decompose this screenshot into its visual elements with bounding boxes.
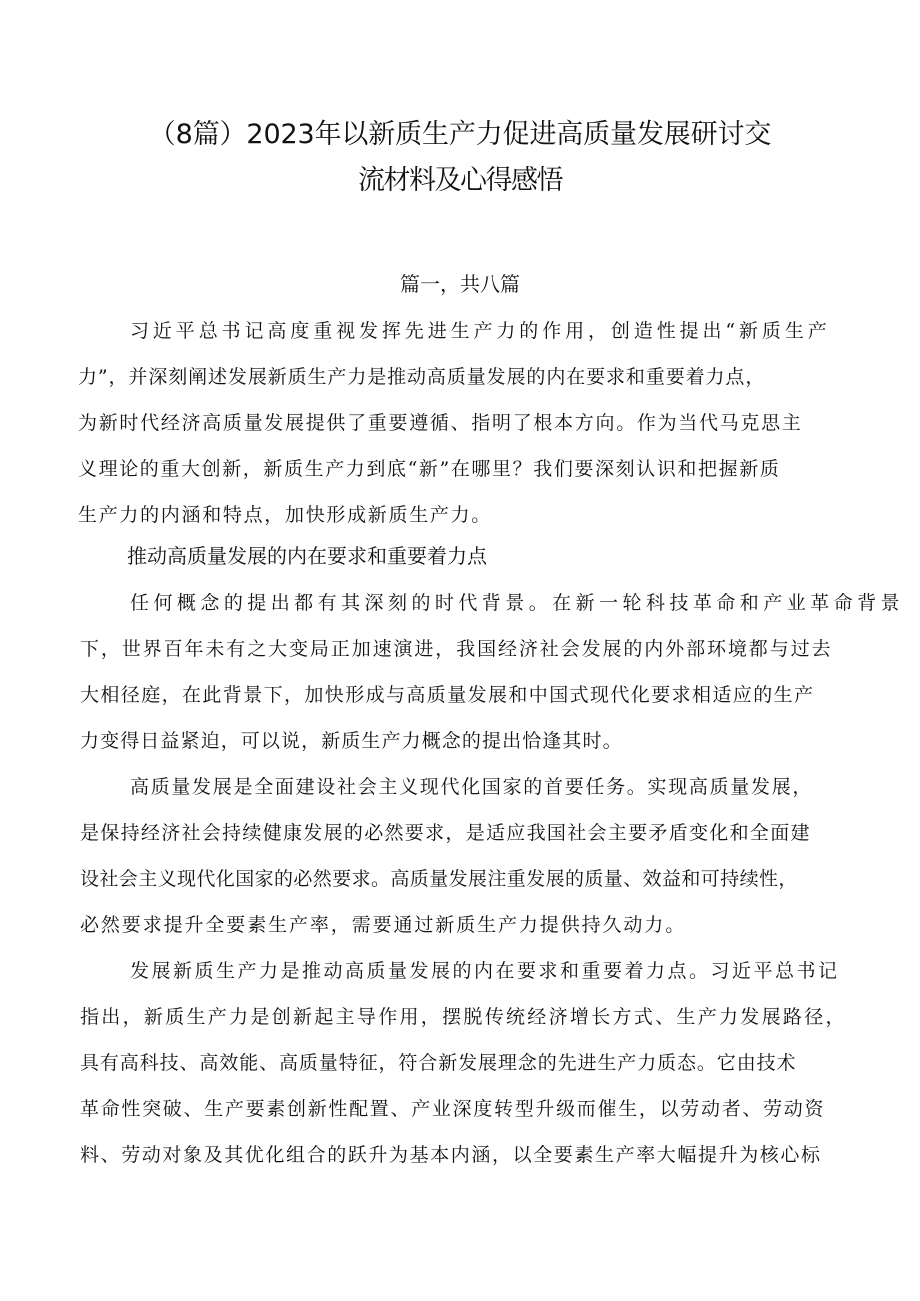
text-line: 是保持经济社会持续健康发展的必然要求，是适应我国社会主要矛盾变化和全面建 — [80, 822, 811, 844]
text-line: 料、劳动对象及其优化组合的跃升为基本内涵，以全要素生产率大幅提升为核心标 — [80, 1144, 822, 1166]
text-line: 高质量发展是全面建设社会主义现代化国家的首要任务。实现高质量发展， — [130, 776, 814, 798]
title-line-2: 流材料及心得感悟 — [358, 165, 562, 196]
title-line-1: （8篇）2023年以新质生产力促进高质量发展研讨交 — [148, 119, 772, 150]
text-line: 义理论的重大创新，新质生产力到底“新”在哪里？我们要深刻认识和把握新质 — [78, 458, 781, 480]
text-line: 习近平总书记高度重视发挥先进生产力的作用，创造性提出“新质生产 — [130, 320, 831, 342]
text-line: 发展新质生产力是推动高质量发展的内在要求和重要着力点。习近平总书记 — [130, 960, 840, 982]
text-line: 指出，新质生产力是创新起主导作用，摆脱传统经济增长方式、生产力发展路径， — [80, 1006, 847, 1028]
text-line: 任何概念的提出都有其深刻的时代背景。在新一轮科技革命和产业革命背景 — [130, 592, 904, 614]
text-line: 下，世界百年未有之大变局正加速演进，我国经济社会发展的内外部环境都与过去 — [80, 638, 833, 660]
text-line: 力”，并深刻阐述发展新质生产力是推动高质量发展的内在要求和重要着力点， — [78, 366, 766, 388]
document-title — [0, 112, 920, 204]
text-line: 设社会主义现代化国家的必然要求。高质量发展注重发展的质量、效益和可持续性， — [80, 868, 798, 890]
section-heading: 篇一，共八篇 — [400, 272, 520, 296]
text-line: 生产力的内涵和特点，加快形成新质生产力。 — [78, 504, 493, 526]
text-line: 大相径庭，在此背景下，加快形成与高质量发展和中国式现代化要求相适应的生产 — [80, 684, 815, 706]
text-line: 具有高科技、高效能、高质量特征，符合新发展理念的先进生产力质态。它由技术 — [80, 1052, 797, 1074]
text-line: 力变得日益紧迫，可以说，新质生产力概念的提出恰逢其时。 — [80, 730, 623, 752]
text-line: 为新时代经济高质量发展提供了重要遵循、指明了根本方向。作为当代马克思主 — [78, 412, 803, 434]
text-line: 革命性突破、生产要素创新性配置、产业深度转型升级而催生，以劳动者、劳动资 — [80, 1098, 826, 1120]
text-line: 必然要求提升全要素生产率，需要通过新质生产力提供持久动力。 — [80, 914, 687, 936]
subheading: 推动高质量发展的内在要求和重要着力点 — [127, 544, 487, 568]
